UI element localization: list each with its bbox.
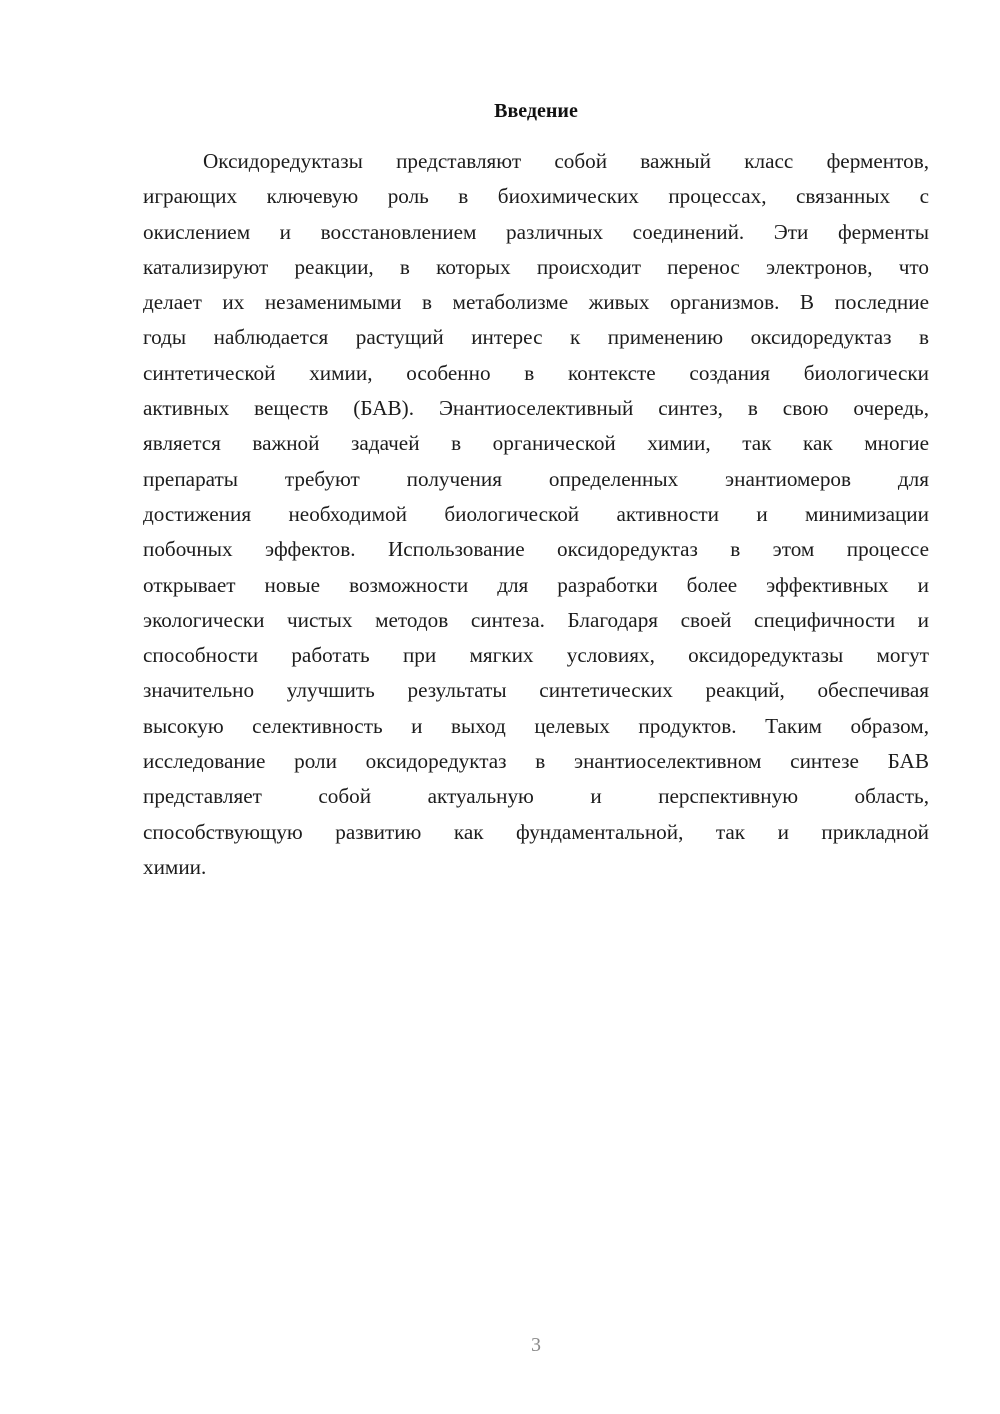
intro-paragraph — [143, 144, 929, 885]
paragraph-line: активных веществ (БАВ). Энантиоселективный синтез, в свою очередь, — [143, 396, 929, 421]
paragraph-line: высокую селективность и выход целевых продуктов. Таким образом, — [143, 713, 929, 738]
paragraph-line: представляет собой актуальную и перспективную область, — [143, 784, 929, 809]
paragraph-line: открывает новые возможности для разработки более эффективных и — [143, 572, 929, 597]
paragraph-line: способствующую развитию как фундаментальной, так и прикладной — [143, 819, 929, 844]
paragraph-line: годы наблюдается растущий интерес к применению оксидоредуктаз в — [143, 325, 929, 350]
paragraph-line: экологически чистых методов синтеза. Благодаря своей специфичности и — [143, 607, 929, 632]
paragraph-line: играющих ключевую роль в биохимических процессах, связанных с — [143, 184, 929, 209]
paragraph-line: Оксидоредуктазы представляют собой важный класс ферментов, — [203, 149, 929, 173]
paragraph-line: побочных эффектов. Использование оксидоредуктаз в этом процессе — [143, 537, 929, 562]
paragraph-line: исследование роли оксидоредуктаз в энантиоселективном синтезе БАВ — [143, 749, 929, 774]
paragraph-line: значительно улучшить результаты синтетических реакций, обеспечивая — [143, 678, 929, 703]
section-title: Введение — [494, 100, 578, 122]
paragraph-line: окислением и восстановлением различных соединений. Эти ферменты — [143, 219, 929, 244]
paragraph-line: синтетической химии, особенно в контексте создания биологически — [143, 360, 929, 385]
page-number: 3 — [531, 1334, 541, 1356]
paragraph-line: химии. — [143, 854, 207, 879]
paragraph-line: достижения необходимой биологической активности и минимизации — [143, 501, 929, 526]
paragraph-line: является важной задачей в органической химии, так как многие — [143, 431, 929, 456]
paragraph-line: препараты требуют получения определенных энантиомеров для — [143, 466, 929, 491]
paragraph-line: способности работать при мягких условиях, оксидоредуктазы могут — [143, 643, 929, 668]
paragraph-line: делает их незаменимыми в метаболизме живых организмов. В последние — [143, 290, 929, 315]
paragraph-line: катализируют реакции, в которых происходит перенос электронов, что — [143, 254, 929, 279]
